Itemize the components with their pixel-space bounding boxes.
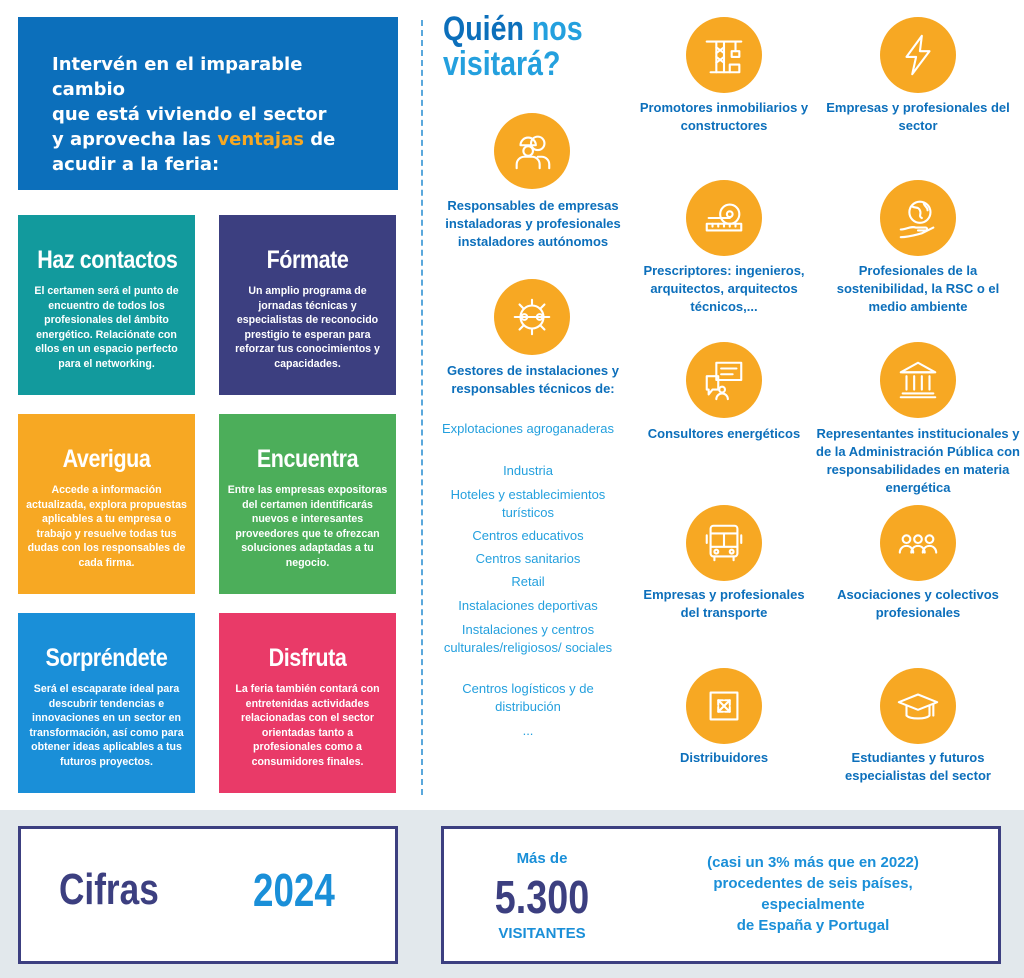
visitor-label-sostenibilidad: Profesionales de la sostenibilidad, la RSC o el medio ambiente [836,263,1000,314]
tile-title: Disfruta [268,644,347,672]
stat-prefix: Más de [516,850,568,867]
visitor-label-empresas-sector: Empresas y profesionales del sector [826,100,1010,133]
who-title [443,12,583,82]
gestores-item: Centros educativos [472,528,584,543]
stat-number: 5.300 [494,871,590,923]
tile-text: El certamen será el punto de encuentro de todos los profesionales del ámbito energético. Relaciónate con ellos en un espacio perfecto para el networking. [34,285,179,370]
tile-disfruta [219,613,396,793]
intro-line: acudir a la feria: [52,154,220,175]
crane-icon [686,17,762,93]
stat-detail [658,852,968,936]
stat-detail-line: especialmente [761,896,865,913]
graduation-cap-icon [880,668,956,744]
tile-text: Entre las empresas expositoras del certamen identificarás nuevos e interesantes proveedores que te ofrezcan soluciones adaptadas a tu negocio. [227,484,388,569]
visitors-box [441,826,1001,964]
visitor-label-instaladores: Responsables de empresas instaladoras y profesionales instaladores autónomos [445,198,621,249]
cifras-box [18,826,398,964]
tile-formate [219,215,396,395]
visitor-label-gestores: Gestores de instalaciones y responsables técnicos de: [447,363,619,396]
bus-icon [686,505,762,581]
stat-detail-line: (casi un 3% más que en 2022) [707,854,919,871]
tile-title: Sorpréndete [45,644,168,672]
gestores-item: ... [522,723,534,738]
stat-detail-line: de España y Portugal [736,917,890,934]
tile-title: Encuentra [256,445,359,473]
visitor-label-distribuidores: Distribuidores [679,750,769,765]
gear-wrench-icon [494,279,570,355]
tile-averigua [18,414,195,594]
stat-detail-line: procedentes de seis países, [713,875,913,892]
who-title-word: nos [523,10,583,48]
intro-line: y aprovecha las [52,129,218,150]
section-divider [421,20,423,795]
who-title-word: Quién [443,10,524,48]
visitor-label-promotores: Promotores inmobiliarios y constructores [639,100,809,133]
chat-icon [686,342,762,418]
gestores-item: Retail [511,574,545,589]
visitor-label-consultores: Consultores energéticos [647,426,801,441]
tile-encuentra [219,414,396,594]
intro-highlight: ventajas [217,129,304,150]
visitor-label-institucionales: Representantes institucionales y de la Administración Pública con responsabilidades en materia energética [816,426,1020,495]
visitor-label-estudiantes: Estudiantes y futuros especialistas del sector [845,750,991,783]
gestores-item: Instalaciones deportivas [458,598,598,613]
gestores-item: Centros logísticos y de distribución [462,681,594,714]
tile-text: Será el escaparate ideal para descubrir tendencias e innovaciones en un sector en transformación, así como para obtener ideas aplicables a tus futuros proyectos. [29,683,184,768]
tile-text: La feria también contará con entretenidas actividades relacionadas con el sector orientadas tanto a profesionales como a consumidores finales. [235,683,380,768]
visitor-label-prescriptores: Prescriptores: ingenieros, arquitectos, arquitectos técnicos,... [643,263,805,314]
who-title-word: visitará? [443,45,561,83]
worker-icon [494,113,570,189]
gestores-item: Instalaciones y centros culturales/religiosos/ sociales [443,622,613,655]
visitor-label-transporte: Empresas y profesionales del transporte [643,587,805,620]
intro-line: de [303,129,336,150]
tile-title: Averigua [62,445,151,473]
tile-title: Haz contactos [37,246,178,274]
tape-measure-icon [686,180,762,256]
tile-text: Un amplio programa de jornadas técnicas y especialistas de reconocido prestigio te esperan para reforzar tus conocimientos y capacidades. [235,285,380,370]
intro-text [52,52,378,177]
tile-haz-contactos [18,215,195,395]
globe-hand-icon [880,180,956,256]
stat-unit: VISITANTES [498,925,586,942]
visitor-label-asociaciones: Asociaciones y colectivos profesionales [837,587,999,620]
gestores-item: Explotaciones agroganaderas [441,421,614,436]
gestores-item: Centros sanitarios [475,551,581,566]
intro-line: que está viviendo el sector [52,104,327,125]
institution-icon [880,342,956,418]
figures-band [0,810,1024,978]
intro-banner [18,17,398,190]
lightning-icon [880,17,956,93]
cifras-year: 2024 [253,864,335,916]
people-icon [880,505,956,581]
arrows-out-icon [686,668,762,744]
intro-line: Intervén en el imparable cambio [52,54,303,100]
tile-title: Fórmate [266,246,349,274]
gestores-item: Industria [503,463,553,478]
tile-sorprendete [18,613,195,793]
gestores-item: Hoteles y establecimientos turísticos [450,487,606,520]
tile-text: Accede a información actualizada, explora propuestas aplicables a tu empresa o trabajo y resuelve todas tus dudas con los responsables de cada firma. [26,484,187,569]
cifras-label: Cifras [59,865,159,914]
